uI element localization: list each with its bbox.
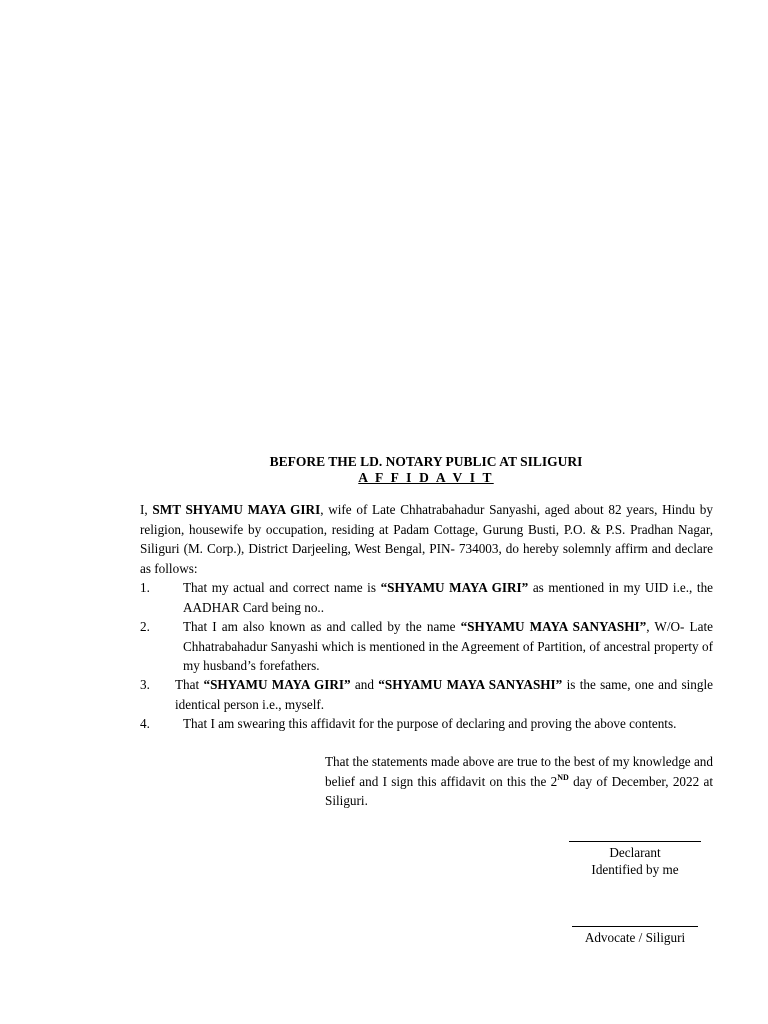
declarant-name: SMT SHYAMU MAYA GIRI (152, 502, 321, 517)
intro-lead: I, (140, 502, 153, 517)
advocate-signature-line (572, 926, 698, 927)
list-item (140, 617, 713, 675)
list-item-text (183, 578, 713, 617)
list-item-number: 2. (140, 619, 150, 634)
intro-rest: , wife of Late Chhatrabahadur Sanyashi, aged about 82 years, Hindu by religion, housewife by occupation, residing at Padam Cottage, Gurung Busti, P.O. & P.S. Pradhan Nagar, Siliguri (M. Corp.), District Darjeeling, West Bengal, PIN- 734003, do hereby solemnly affirm and declare as follows: (140, 502, 713, 576)
item-bold-name: “SHYAMU MAYA GIRI” (380, 580, 529, 595)
document-heading: BEFORE THE LD. NOTARY PUBLIC AT SILIGURI (269, 454, 583, 469)
list-item-number: 1. (140, 580, 150, 595)
item-text-part: as mentioned in my UID i.e., the AADHAR Card being no.. (183, 580, 714, 615)
item-text-part: is the same, one and single identical person i.e., myself. (175, 677, 714, 712)
item-bold-name: “SHYAMU MAYA GIRI” (203, 677, 351, 692)
item-text-part: That (175, 677, 204, 692)
advocate-label: Advocate / Siliguri (584, 930, 686, 945)
intro-paragraph (140, 500, 713, 578)
list-item (140, 578, 713, 618)
item-bold-name: “SHYAMU MAYA SANYASHI” (378, 677, 563, 692)
item-bold-name: “SHYAMU MAYA SANYASHI” (460, 619, 647, 634)
list-item (140, 714, 713, 754)
declarant-signature-line (569, 841, 701, 842)
declarant-label: Declarant (609, 845, 661, 860)
item-text-part: That my actual and correct name is (183, 580, 381, 595)
list-item-text (183, 714, 713, 734)
list-item-number: 4. (140, 716, 150, 731)
closing-statement (325, 752, 713, 811)
list-item (140, 675, 713, 715)
identified-by-label: Identified by me (591, 862, 679, 877)
ordinal-superscript: ND (557, 772, 569, 782)
closing-text: That the statements made above are true to the best of my knowledge and belief and I sign this affidavit on this the 2 (325, 754, 713, 789)
list-item-text (175, 675, 713, 714)
document-subheading: A F F I D A V I T (358, 470, 494, 485)
item-text-part: That I am swearing this affidavit for the purpose of declaring and proving the above contents. (183, 716, 677, 731)
item-text-part: That I am also known as and called by the name (183, 619, 461, 634)
closing-text: day of December, 2022 at Siliguri. (325, 773, 713, 808)
list-item-number: 3. (140, 677, 150, 692)
item-text-part: , W/O- Late Chhatrabahadur Sanyashi which is mentioned in the Agreement of Partition, of ancestral property of my husband’s forefathers. (183, 619, 713, 673)
list-item-text (183, 617, 713, 676)
item-text-part: and (350, 677, 379, 692)
